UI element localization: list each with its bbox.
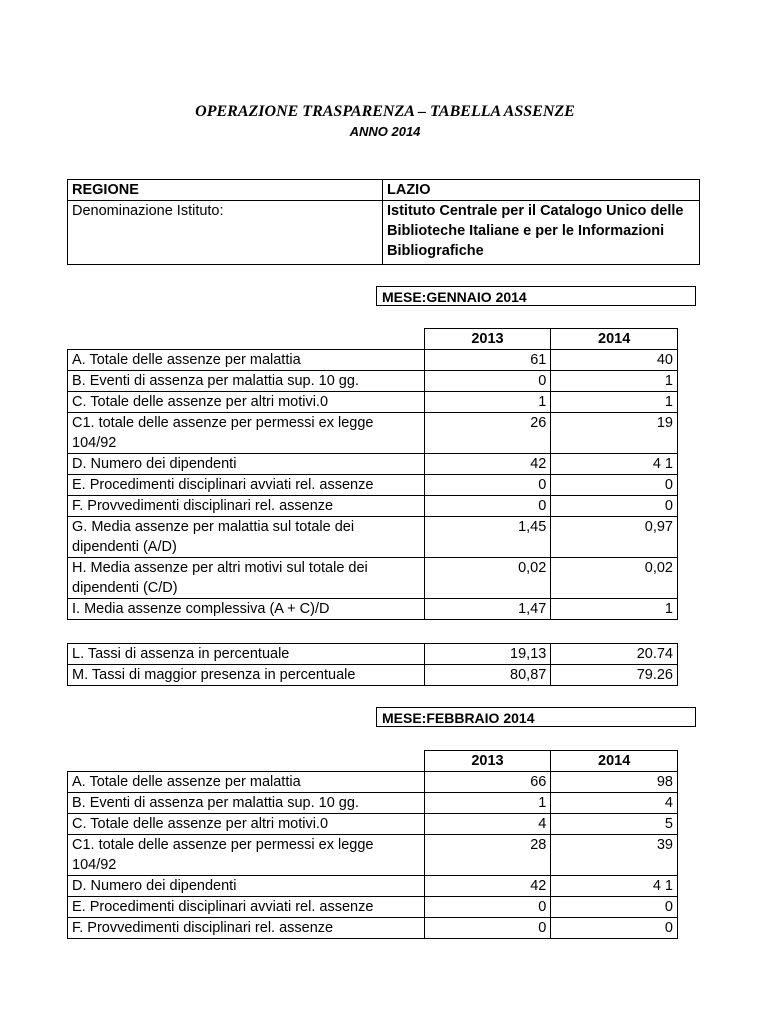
value-2013: 1	[424, 392, 551, 413]
value-2013: 1,47	[424, 599, 551, 620]
table-row	[68, 371, 678, 392]
value-2014: 0,02	[551, 558, 678, 599]
value-2014: 98	[551, 772, 678, 793]
value-2014: 5	[551, 814, 678, 835]
table-row	[68, 454, 678, 475]
row-label: G. Media assenze per malattia sul totale dei dipendenti (A/D)	[68, 517, 425, 558]
value-2013: 1	[424, 793, 551, 814]
value-2013: 26	[424, 413, 551, 454]
value-2014: 19	[551, 413, 678, 454]
year-header-2013: 2013	[424, 329, 551, 350]
row-label: C1. totale delle assenze per permessi ex legge 104/92	[68, 835, 425, 876]
row-label: L. Tassi di assenza in percentuale	[68, 644, 425, 665]
table-row	[68, 599, 678, 620]
row-label: M. Tassi di maggior presenza in percentuale	[68, 665, 425, 686]
table-row	[68, 558, 678, 599]
value-2013: 0,02	[424, 558, 551, 599]
year-header-2014: 2014	[551, 751, 678, 772]
table-row	[68, 350, 678, 371]
value-2014: 1	[551, 371, 678, 392]
value-2014: 0	[551, 897, 678, 918]
table-row	[68, 496, 678, 517]
value-2013: 42	[424, 876, 551, 897]
value-2013: 0	[424, 918, 551, 939]
year-header-2014: 2014	[551, 329, 678, 350]
table-row	[68, 835, 678, 876]
value-2013: 0	[424, 496, 551, 517]
row-label: C. Totale delle assenze per altri motivi.0	[68, 814, 425, 835]
row-label: D. Numero dei dipendenti	[68, 454, 425, 475]
year-header-2013: 2013	[424, 751, 551, 772]
value-2013: 80,87	[424, 665, 551, 686]
table-row	[68, 793, 678, 814]
table-row	[68, 475, 678, 496]
value-2014: 1	[551, 392, 678, 413]
row-label: H. Media assenze per altri motivi sul totale dei dipendenti (C/D)	[68, 558, 425, 599]
table-row	[68, 517, 678, 558]
value-2013: 66	[424, 772, 551, 793]
month-header-gennaio: MESE:GENNAIO 2014	[376, 286, 696, 306]
value-2014: 4 1	[551, 876, 678, 897]
row-label: C. Totale delle assenze per altri motivi.0	[68, 392, 425, 413]
table-row	[68, 897, 678, 918]
value-2014: 4 1	[551, 454, 678, 475]
row-label: A. Totale delle assenze per malattia	[68, 772, 425, 793]
value-2013: 0	[424, 475, 551, 496]
table-row	[68, 665, 678, 686]
regione-label: REGIONE	[68, 180, 383, 201]
value-2014: 79.26	[551, 665, 678, 686]
regione-value: LAZIO	[383, 180, 700, 201]
value-2013: 1,45	[424, 517, 551, 558]
table-row	[68, 772, 678, 793]
value-2014: 0	[551, 496, 678, 517]
value-2013: 19,13	[424, 644, 551, 665]
value-2014: 1	[551, 599, 678, 620]
row-label: D. Numero dei dipendenti	[68, 876, 425, 897]
value-2014: 4	[551, 793, 678, 814]
absence-table-febbraio	[67, 750, 678, 939]
value-2013: 0	[424, 371, 551, 392]
value-2013: 61	[424, 350, 551, 371]
row-label: E. Procedimenti disciplinari avviati rel. assenze	[68, 897, 425, 918]
info-table	[67, 179, 700, 265]
row-label: I. Media assenze complessiva (A + C)/D	[68, 599, 425, 620]
row-label: B. Eventi di assenza per malattia sup. 10 gg.	[68, 793, 425, 814]
row-label: B. Eventi di assenza per malattia sup. 10 gg.	[68, 371, 425, 392]
value-2013: 42	[424, 454, 551, 475]
document-subtitle: ANNO 2014	[349, 124, 421, 139]
table-row	[68, 413, 678, 454]
value-2014: 0,97	[551, 517, 678, 558]
table-row	[68, 814, 678, 835]
row-label: E. Procedimenti disciplinari avviati rel. assenze	[68, 475, 425, 496]
row-label: C1. totale delle assenze per permessi ex legge 104/92	[68, 413, 425, 454]
row-label: F. Provvedimenti disciplinari rel. assenze	[68, 918, 425, 939]
header-empty	[68, 329, 425, 350]
istituto-label: Denominazione Istituto:	[68, 201, 383, 265]
value-2014: 40	[551, 350, 678, 371]
table-row	[68, 644, 678, 665]
value-2013: 0	[424, 897, 551, 918]
row-label: F. Provvedimenti disciplinari rel. assenze	[68, 496, 425, 517]
value-2014: 39	[551, 835, 678, 876]
document-title: OPERAZIONE TRASPARENZA – TABELLA ASSENZE	[195, 103, 575, 120]
row-label: A. Totale delle assenze per malattia	[68, 350, 425, 371]
rates-table-gennaio	[67, 643, 678, 686]
istituto-value: Istituto Centrale per il Catalogo Unico delle Biblioteche Italiane e per le Informazioni Bibliografiche	[383, 201, 700, 265]
value-2014: 0	[551, 475, 678, 496]
header-empty	[68, 751, 425, 772]
table-row	[68, 876, 678, 897]
table-row	[68, 392, 678, 413]
value-2013: 28	[424, 835, 551, 876]
month-header-febbraio: MESE:FEBBRAIO 2014	[376, 707, 696, 727]
absence-table-gennaio	[67, 328, 678, 620]
value-2013: 4	[424, 814, 551, 835]
value-2014: 0	[551, 918, 678, 939]
table-row	[68, 918, 678, 939]
value-2014: 20.74	[551, 644, 678, 665]
